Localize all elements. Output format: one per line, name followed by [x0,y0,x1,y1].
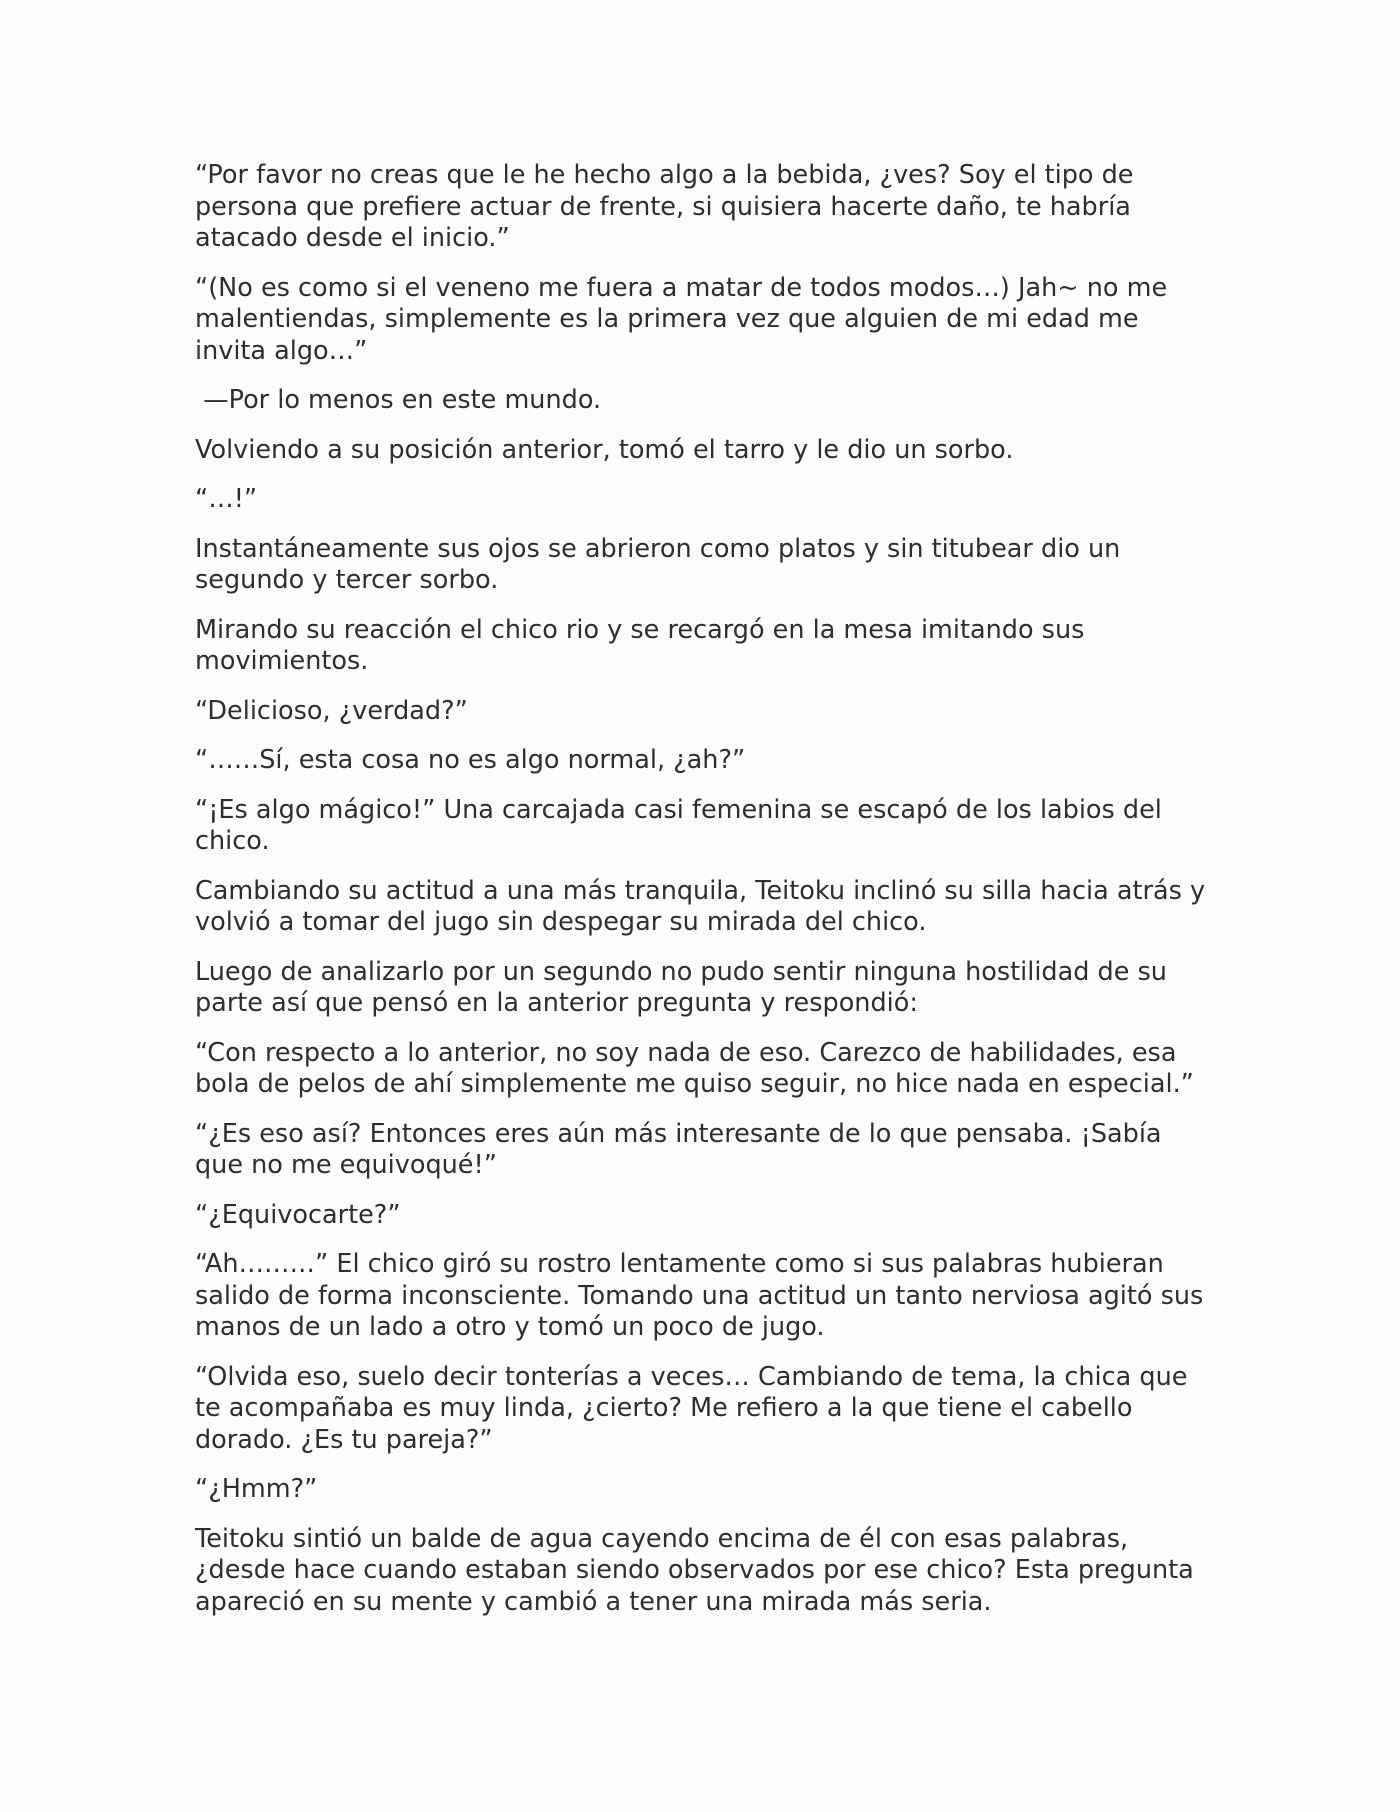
paragraph: “Ah………” El chico giró su rostro lentamente como si sus palabras hubieran salido de forma inconsciente. Tomando una actitud un tanto nerviosa agitó sus manos de un lado a otro y tomó un poco de jugo. [195,1249,1204,1342]
paragraph: Luego de analizarlo por un segundo no pudo sentir ninguna hostilidad de su parte así que pensó en la anterior pregunta y respondió: [195,956,1167,1018]
paragraph: Cambiando su actitud a una más tranquila, Teitoku inclinó su silla hacia atrás y volvió a tomar del jugo sin despegar su mirada del chico. [195,875,1206,937]
paragraph: Instantáneamente sus ojos se abrieron como platos y sin titubear dio un segundo y tercer sorbo. [195,533,1121,595]
paragraph: “¡Es algo mágico!” Una carcajada casi femenina se escapó de los labios del chico. [195,794,1162,856]
paragraph: “…!” [195,484,258,514]
paragraph: “¿Equivocarte?” [195,1199,401,1230]
paragraph: “Con respecto a lo anterior, no soy nada de eso. Carezco de habilidades, esa bola de pelos de ahí simplemente me quiso seguir, no hice nada en especial.” [195,1037,1194,1099]
paragraph: “¿Hmm?” [195,1474,318,1504]
paragraph: “¿Es eso así? Entonces eres aún más interesante de lo que pensaba. ¡Sabía que no me equivoqué!” [195,1118,1162,1180]
body-text [195,160,1215,1636]
paragraph: Mirando su reacción el chico rio y se recargó en la mesa imitando sus movimientos. [195,614,1085,676]
paragraph: “(No es como si el veneno me fuera a matar de todos modos…) Jah~ no me malentiendas, simplemente es la primera vez que alguien de mi edad me invita algo…” [195,272,1168,366]
paragraph: “……Sí, esta cosa no es algo normal, ¿ah?” [195,745,746,775]
paragraph: Volviendo a su posición anterior, tomó el tarro y le dio un sorbo. [195,434,1014,465]
paragraph: “Olvida eso, suelo decir tonterías a veces… Cambiando de tema, la chica que te acompañaba es muy linda, ¿cierto? Me refiero a la que tiene el cabello dorado. ¿Es tu pareja?” [195,1361,1188,1455]
paragraph: “Por favor no creas que le he hecho algo a la bebida, ¿ves? Soy el tipo de persona que prefiere actuar de frente, si quisiera hacerte daño, te habría atacado desde el inicio.” [195,160,1134,253]
paragraph: Teitoku sintió un balde de agua cayendo encima de él con esas palabras, ¿desde hace cuando estaban siendo observados por ese chico? Esta pregunta apareció en su mente y cambió a tener una mirada más seria. [195,1523,1194,1617]
paragraph: “Delicioso, ¿verdad?” [195,695,468,726]
paragraph: —Por lo menos en este mundo. [195,385,602,415]
